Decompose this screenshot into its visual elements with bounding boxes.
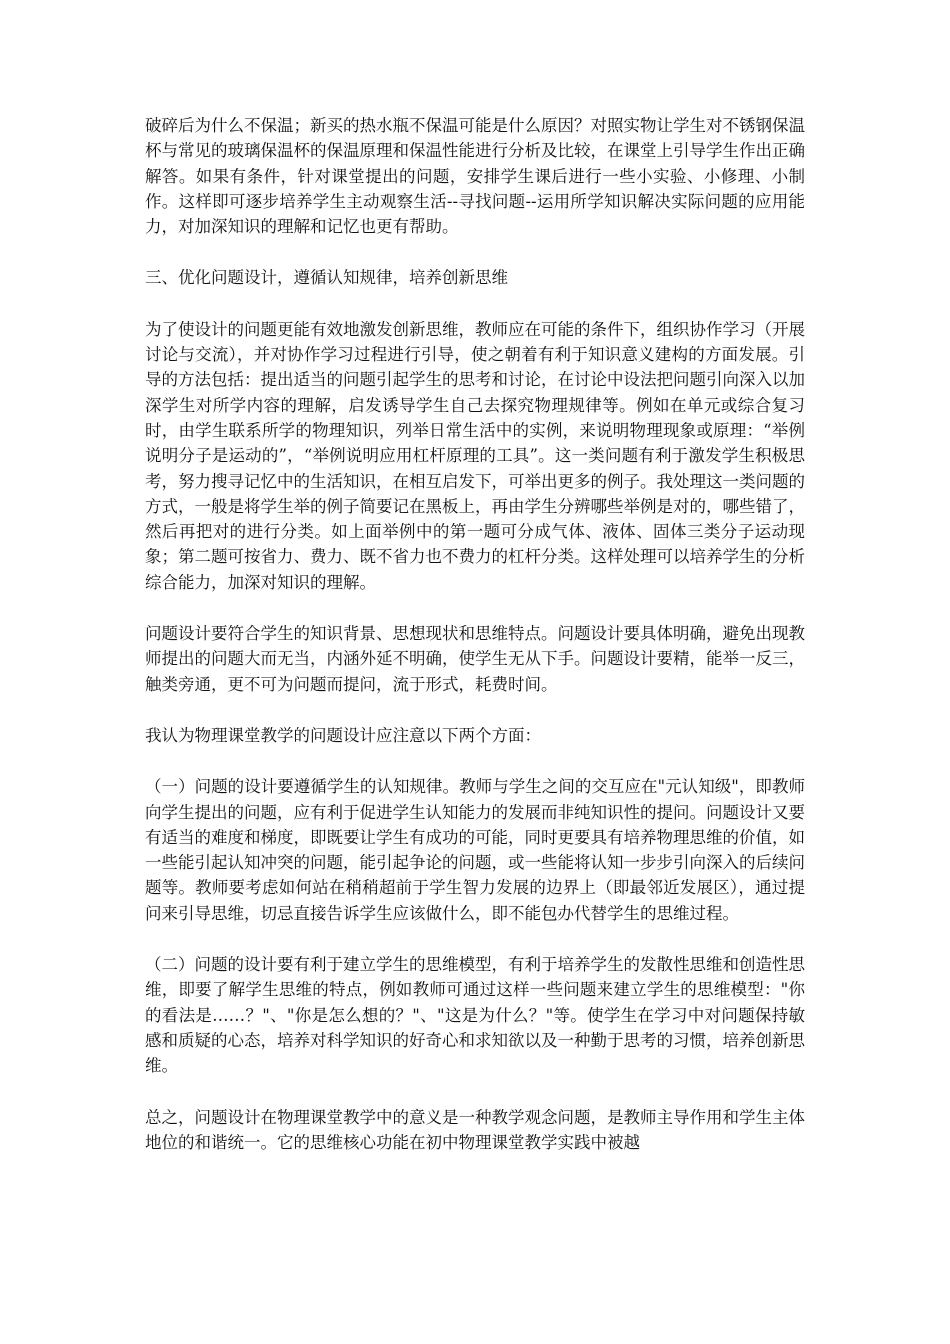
body-paragraph: （二）问题的设计要有利于建立学生的思维模型，有利于培养学生的发散性思维和创造性思维，即要了解学生思维的特点，例如教师可通过这样一些问题来建立学生的思维模型："你的看法是……？"、"你是怎么想的？"、"这是为什么？"等。使学生在学习中对问题保持敏感和质疑的心态，培养对科学知识的好奇心和求知欲以及一种勤于思考的习惯，培养创新思维。 [145, 955, 805, 1076]
section-heading: 三、优化问题设计，遵循认知规律，培养创新思维 [145, 268, 508, 288]
body-paragraph: 我认为物理课堂教学的问题设计应注意以下两个方面： [145, 725, 541, 745]
body-paragraph: 破碎后为什么不保温；新买的热水瓶不保温可能是什么原因？对照实物让学生对不锈钢保温杯与常见的玻璃保温杯的保温原理和保温性能进行分析及比较，在课堂上引导学生作出正确解答。如果有条件，针对课堂提出的问题，安排学生课后进行一些小实验、小修理、小制作。这样即可逐步培养学生主动观察生活--寻找问题--运用所学知识解决实际问题的应用能力，对加深知识的理解和记忆也更有帮助。 [145, 116, 805, 237]
body-paragraph: 问题设计要符合学生的知识背景、思想现状和思维特点。问题设计要具体明确，避免出现教师提出的问题大而无当，内涵外延不明确，使学生无从下手。问题设计要精，能举一反三，触类旁通，更不可为问题而提问，流于形式，耗费时间。 [145, 624, 805, 694]
body-paragraph: （一）问题的设计要遵循学生的认知规律。教师与学生之间的交互应在"元认知级"，即教师向学生提出的问题，应有利于促进学生认知能力的发展而非纯知识性的提问。问题设计又要有适当的难度和梯度，即既要让学生有成功的可能，同时更要具有培养物理思维的价值，如一些能引起认知冲突的问题，能引起争论的问题，或一些能将认知一步步引向深入的后续问题等。教师要考虑如何站在稍稍超前于学生智力发展的边界上（即最邻近发展区），通过提问来引导思维，切忌直接告诉学生应该做什么，即不能包办代替学生的思维过程。 [145, 777, 805, 923]
body-paragraph: 总之，问题设计在物理课堂教学中的意义是一种教学观念问题，是教师主导作用和学生主体地位的和谐统一。它的思维核心功能在初中物理课堂教学实践中被越 [145, 1107, 805, 1152]
body-paragraph: 为了使设计的问题更能有效地激发创新思维，教师应在可能的条件下，组织协作学习（开展讨论与交流），并对协作学习过程进行引导，使之朝着有利于知识意义建构的方面发展。引导的方法包括：提出适当的问题引起学生的思考和讨论，在讨论中设法把问题引向深入以加深学生对所学内容的理解，启发诱导学生自己去探究物理规律等。例如在单元或综合复习时，由学生联系所学的物理知识，列举日常生活中的实例，来说明物理现象或原理：“举例说明分子是运动的”，“举例说明应用杠杆原理的工具”。这一类问题有利于激发学生积极思考，努力搜寻记忆中的生活知识，在相互启发下，可举出更多的例子。我处理这一类问题的方式，一般是将学生举的例子简要记在黑板上，再由学生分辨哪些举例是对的，哪些错了，然后再把对的进行分类。如上面举例中的第一题可分成气体、液体、固体三类分子运动现象；第二题可按省力、费力、既不省力也不费力的杠杆分类。这样处理可以培养学生的分析综合能力，加深对知识的理解。 [145, 319, 805, 592]
document-body [145, 113, 805, 1181]
